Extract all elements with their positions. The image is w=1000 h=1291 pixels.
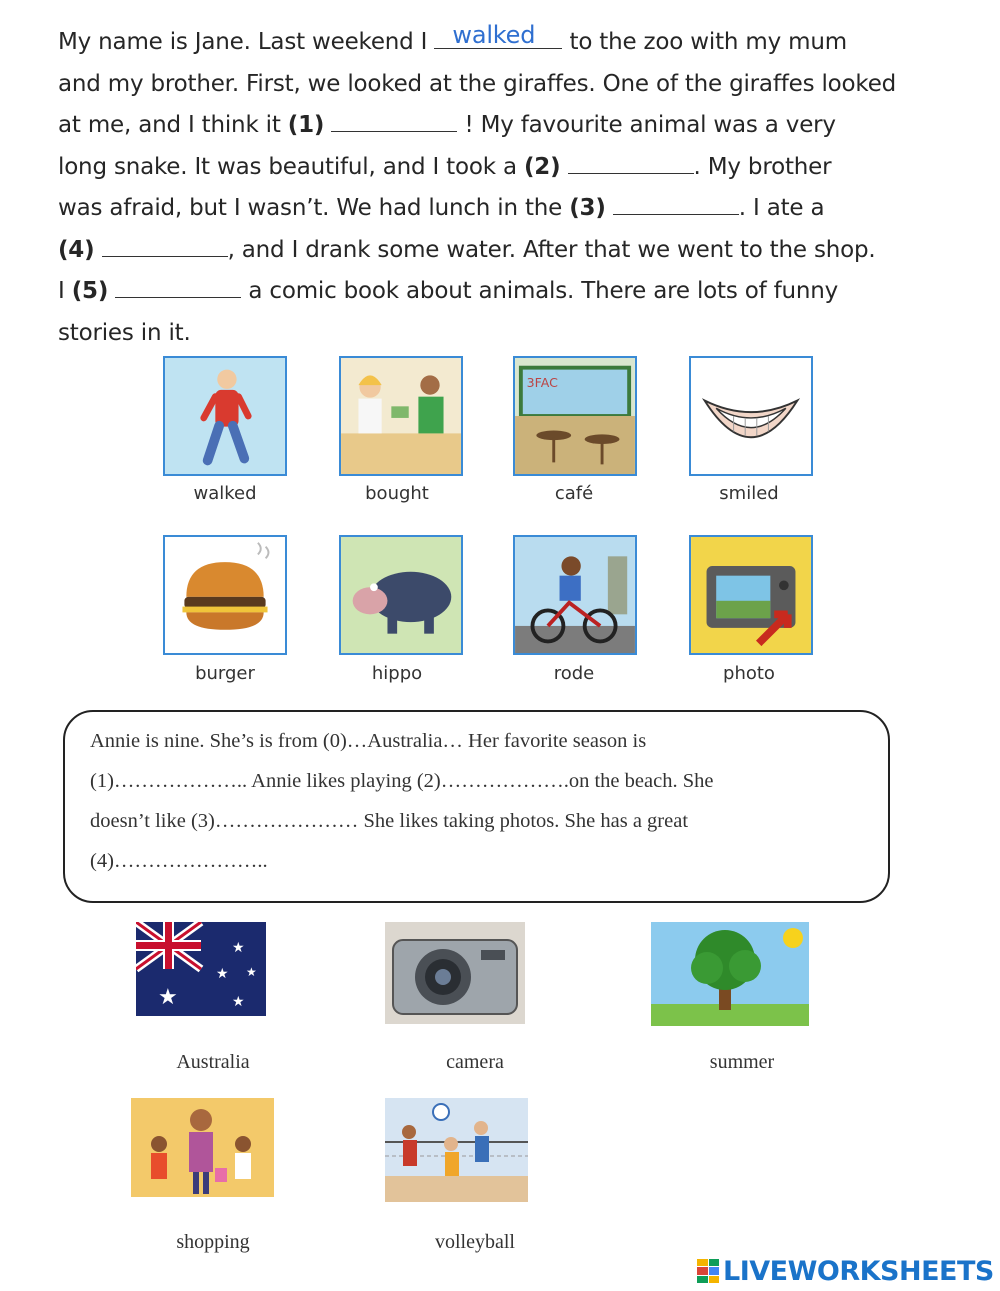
svg-text:★: ★	[232, 994, 245, 1010]
story-line-1: My name is Jane. Last weekend I walked to the zoo with my mum	[58, 22, 928, 64]
caption-photo: photo	[723, 663, 775, 684]
answer-blank-4[interactable]	[102, 237, 228, 257]
answer-blank-5[interactable]	[115, 278, 241, 298]
caption-australia: Australia	[176, 1051, 250, 1073]
svg-text:★: ★	[216, 966, 229, 982]
svg-text:★: ★	[246, 965, 257, 979]
svg-text:★: ★	[158, 985, 178, 1010]
caption-volleyball: volleyball	[435, 1231, 515, 1253]
caption-cafe: café	[554, 483, 594, 504]
answer-blank-1[interactable]	[331, 112, 457, 132]
answer-blank-3[interactable]	[613, 195, 739, 215]
rode-picture	[513, 535, 637, 655]
caption-walked: walked	[193, 483, 257, 504]
caption-rode: rode	[553, 663, 595, 684]
walked-picture	[163, 356, 287, 476]
annie-line-2: (1)……………….. Annie likes playing (2)……………….on the beach. She	[90, 770, 714, 792]
volleyball-picture	[385, 1098, 528, 1202]
story-text	[58, 22, 928, 354]
svg-text:3FAC: 3FAC	[526, 375, 558, 390]
annie-line-3: doesn’t like (3)………………… She likes taking photos. She has a great	[90, 810, 689, 832]
answer-0: walked	[452, 21, 536, 49]
caption-smiled: smiled	[719, 483, 779, 504]
caption-shopping: shopping	[176, 1231, 250, 1253]
story-line-6: (4) , and I drank some water. After that we went to the shop.	[58, 236, 876, 263]
logo-wordmark: LIVEWORKSHEETS	[723, 1255, 994, 1287]
liveworksheets-logo[interactable]	[697, 1254, 994, 1288]
photo-picture	[689, 535, 813, 655]
story-line-2: and my brother. First, we looked at the giraffes. One of the giraffes looked	[58, 70, 897, 97]
caption-camera: camera	[446, 1051, 504, 1073]
story-line-7: I (5) a comic book about animals. There are lots of funny	[58, 278, 839, 304]
smiled-picture	[689, 356, 813, 476]
caption-summer: summer	[709, 1051, 775, 1073]
story-line-5: was afraid, but I wasn’t. We had lunch in the (3) . I ate a	[58, 195, 825, 221]
cafe-picture	[513, 356, 637, 476]
answer-blank-0[interactable]	[434, 21, 562, 49]
annie-line-4: (4)…………………..	[90, 850, 268, 872]
camera-picture	[385, 922, 525, 1024]
answer-blank-2[interactable]	[568, 154, 694, 174]
burger-picture	[163, 535, 287, 655]
caption-burger: burger	[195, 663, 255, 684]
summer-picture	[651, 922, 809, 1026]
caption-hippo: hippo	[371, 663, 423, 684]
liveworksheets-icon	[697, 1259, 719, 1283]
caption-bought: bought	[365, 483, 429, 504]
annie-line-1: Annie is nine. She’s is from (0)…Australia… Her favorite season is	[90, 730, 647, 752]
story-line-3: at me, and I think it (1) ! My favourite animal was a very	[58, 112, 836, 138]
annie-text-box	[63, 710, 890, 903]
bought-picture	[339, 356, 463, 476]
australia-flag-picture	[136, 922, 266, 1016]
svg-text:★: ★	[232, 940, 245, 956]
story-line-4: long snake. It was beautiful, and I took a (2) . My brother	[58, 153, 832, 180]
shopping-picture	[131, 1098, 274, 1197]
hippo-picture	[339, 535, 463, 655]
story-line-8: stories in it.	[58, 319, 191, 346]
